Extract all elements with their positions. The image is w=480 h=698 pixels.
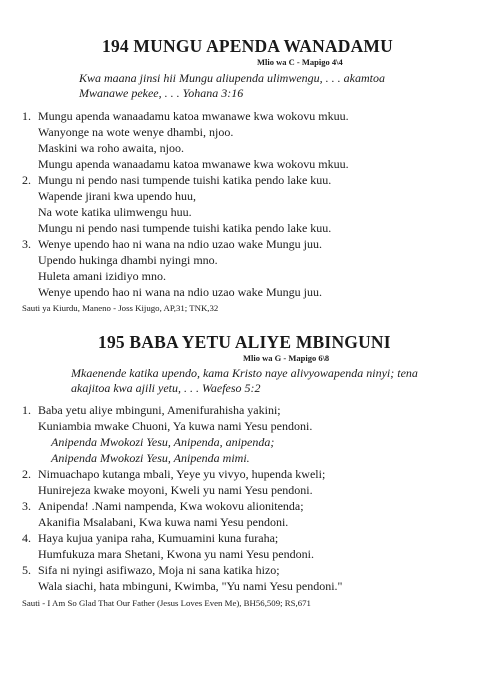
verse-number: 3. [22, 499, 31, 513]
tune-info: Mlio wa G - Mapigo 6\8 [243, 353, 330, 363]
tune-info: Mlio wa C - Mapigo 4\4 [257, 57, 343, 67]
verse-line: Huleta amani izidiyo mno. [38, 269, 166, 283]
verse-line: Maskini wa roho awaita, njoo. [38, 141, 184, 155]
verse-line: Mungu ni pendo nasi tumpende tuishi katika pendo lake kuu. [38, 173, 332, 187]
verse-number: 1. [22, 109, 31, 123]
verse-line: Sifa ni nyingi asifiwazo, Moja ni sana katika hizo; [38, 563, 280, 577]
verse-line: Nimuachapo kutanga mbali, Yeye yu vivyo, hupenda kweli; [38, 467, 326, 481]
hymn-title: 195 BABA YETU ALIYE MBINGUNI [98, 332, 391, 352]
verse-line: Mungu apenda wanaadamu katoa mwanawe kwa wokovu mkuu. [38, 109, 349, 123]
verse-line: Baba yetu aliye mbinguni, Amenifurahisha yakini; [38, 403, 281, 417]
verse-line: Wanyonge na wote wenye dhambi, njoo. [38, 125, 234, 139]
verse-line: Na wote katika ulimwengu huu. [38, 205, 192, 219]
intro-line: Mkaenende katika upendo, kama Kristo naye alivyowapenda ninyi; tena [71, 366, 418, 380]
verse-line: Haya kujua yanipa raha, Kumuamini kuna furaha; [38, 531, 279, 545]
verse-number: 4. [22, 531, 31, 545]
verse-line: Wala siachi, hata mbinguni, Kwimba, "Yu nami Yesu pendoni." [38, 579, 343, 593]
verse-number: 2. [22, 467, 31, 481]
verse-line: Kuniambia mwake Chuoni, Ya kuwa nami Yesu pendoni. [38, 419, 313, 433]
chorus-line: Anipenda Mwokozi Yesu, Anipenda mimi. [51, 451, 250, 465]
verse-line: Mungu ni pendo nasi tumpende tuishi katika pendo lake kuu. [38, 221, 332, 235]
intro-line: Kwa maana jinsi hii Mungu aliupenda ulimwengu, . . . akamtoa [79, 71, 385, 85]
verse-line: Hunirejeza kwake moyoni, Kweli yu nami Yesu pendoni. [38, 483, 313, 497]
verse-line: Upendo hukinga dhambi nyingi mno. [38, 253, 218, 267]
intro-line: Mwanawe pekee, . . . Yohana 3:16 [79, 86, 244, 100]
verse-line: Mungu apenda wanaadamu katoa mwanawe kwa wokovu mkuu. [38, 157, 349, 171]
verse-line: Wenye upendo hao ni wana na ndio uzao wake Mungu juu. [38, 285, 322, 299]
verse-line: Humfukuza mara Shetani, Kwona yu nami Yesu pendoni. [38, 547, 314, 561]
intro-line: akajitoa kwa ajili yetu, . . . Waefeso 5:2 [71, 381, 261, 395]
verse-number: 1. [22, 403, 31, 417]
verse-number: 5. [22, 563, 31, 577]
hymn-source: Sauti - I Am So Glad That Our Father (Jesus Loves Even Me), BH56,509; RS,671 [22, 598, 311, 608]
hymn-source: Sauti ya Kiurdu, Maneno - Joss Kijugo, AP,31; TNK,32 [22, 303, 219, 313]
verse-line: Akanifia Msalabani, Kwa kuwa nami Yesu pendoni. [38, 515, 289, 529]
hymn-title: 194 MUNGU APENDA WANADAMU [102, 36, 393, 56]
verse-number: 3. [22, 237, 31, 251]
verse-number: 2. [22, 173, 31, 187]
chorus-line: Anipenda Mwokozi Yesu, Anipenda, anipenda; [51, 435, 275, 449]
verse-line: Wapende jirani kwa upendo huu, [38, 189, 196, 203]
verse-line: Anipenda! .Nami nampenda, Kwa wokovu alionitenda; [38, 499, 304, 513]
verse-line: Wenye upendo hao ni wana na ndio uzao wake Mungu juu. [38, 237, 322, 251]
